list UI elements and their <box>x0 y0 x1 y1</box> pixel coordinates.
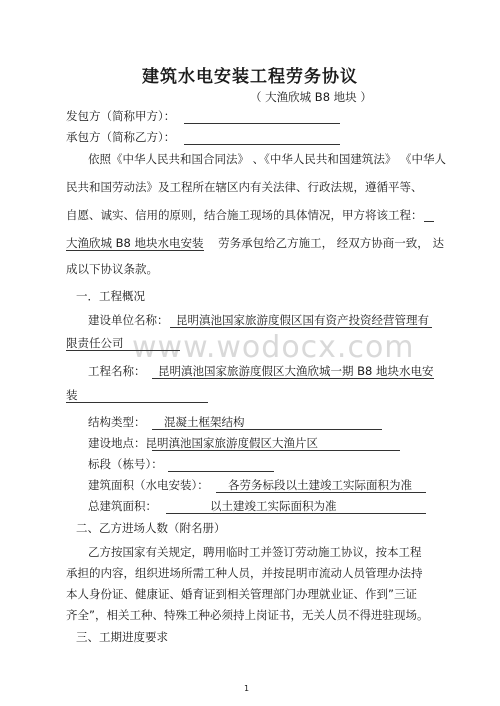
area-line <box>216 492 426 493</box>
structure-value: 混凝土框架结构 <box>164 415 245 429</box>
page-number: 1 <box>244 684 250 693</box>
project-line-1 <box>152 378 434 379</box>
build-unit-value-1: 昆明滇池国家旅游度假区国有资产投资经营管理有 <box>176 313 429 327</box>
location-line <box>152 450 400 451</box>
party-b-blank <box>184 144 340 145</box>
intro-line-1: 依照《中华人民共和国合同法》 、《中华人民共和国建筑法》 《中华人 <box>88 152 447 166</box>
project-label: 工程名称： <box>88 364 146 378</box>
watermark: www.wodocx.com <box>132 330 415 365</box>
section-2-heading: 二、乙方进场人数（附名册） <box>76 521 226 535</box>
party-a-blank <box>184 123 340 124</box>
build-unit-label: 建设单位名称： <box>88 313 169 327</box>
intro-line-2: 民共和国劳动法》及工程所在辖区内有关法律、行政法规，遵循平等、 <box>66 180 423 194</box>
party-b-label: 承包方（简称乙方）： <box>66 130 176 144</box>
build-unit-line-1 <box>170 327 432 328</box>
para2-line-4: 齐全”，相关工种、特殊工种必须持上岗证书，无关人员不得进驻现场。 <box>66 608 429 622</box>
area-label: 建筑面积（水电安装）： <box>88 478 209 492</box>
document-subtitle: （ 大渔欣城 B8 地块 ） <box>250 90 372 104</box>
total-area-line <box>166 513 426 514</box>
intro-line-5: 成以下协议条款。 <box>66 262 158 276</box>
build-unit-value-2: 限责任公司 <box>66 336 124 350</box>
area-value: 各劳务标段以土建竣工实际面积为准 <box>228 478 412 492</box>
total-area-label: 总建筑面积： <box>88 499 157 513</box>
party-a-label: 发包方（简称甲方）： <box>66 109 176 123</box>
project-name-underlined: 大渔欣城 B8 地块水电安装 <box>66 236 204 250</box>
document-title: 建筑水电安装工程劳务协议 <box>142 67 358 87</box>
section-3-heading: 三、工期进度要求 <box>76 630 168 644</box>
total-area-value: 以土建竣工实际面积为准 <box>210 499 337 513</box>
project-value-2: 装 <box>66 388 78 402</box>
intro-line-4-rest: 劳务承包给乙方施工， 经双方协商一致， 达 <box>218 236 444 250</box>
structure-line <box>152 429 382 430</box>
intro-line-4 <box>66 236 444 251</box>
project-line-2 <box>66 402 208 403</box>
build-unit-line-2 <box>66 350 180 351</box>
location-text: 建设地点：昆明滇池国家旅游度假区大渔片区 <box>88 436 318 450</box>
intro-line-3: 自愿、诚实、信用的原则，结合施工现场的具体情况，甲方将该工程： <box>66 208 423 222</box>
structure-label: 结构类型： <box>88 415 146 429</box>
project-value-1: 昆明滇池国家旅游度假区大渔欣城一期 B8 地块水电安 <box>158 364 434 378</box>
para2-line-1: 乙方按国家有关规定，聘用临时工并签订劳动施工协议，按本工程 <box>88 545 422 559</box>
section-blank <box>168 471 274 472</box>
intro-blank-short <box>424 221 434 222</box>
para2-line-2: 承担的内容，组织进场所需工种人员，并按昆明市流动人员管理办法持 <box>66 566 423 580</box>
section-label: 标段（栋号）： <box>88 457 163 471</box>
para2-line-3: 本人身份证、健康证、婚育证到相关管理部门办理就业证、作到”三证 <box>66 587 417 601</box>
section-1-heading: 一．工程概况 <box>76 289 145 303</box>
